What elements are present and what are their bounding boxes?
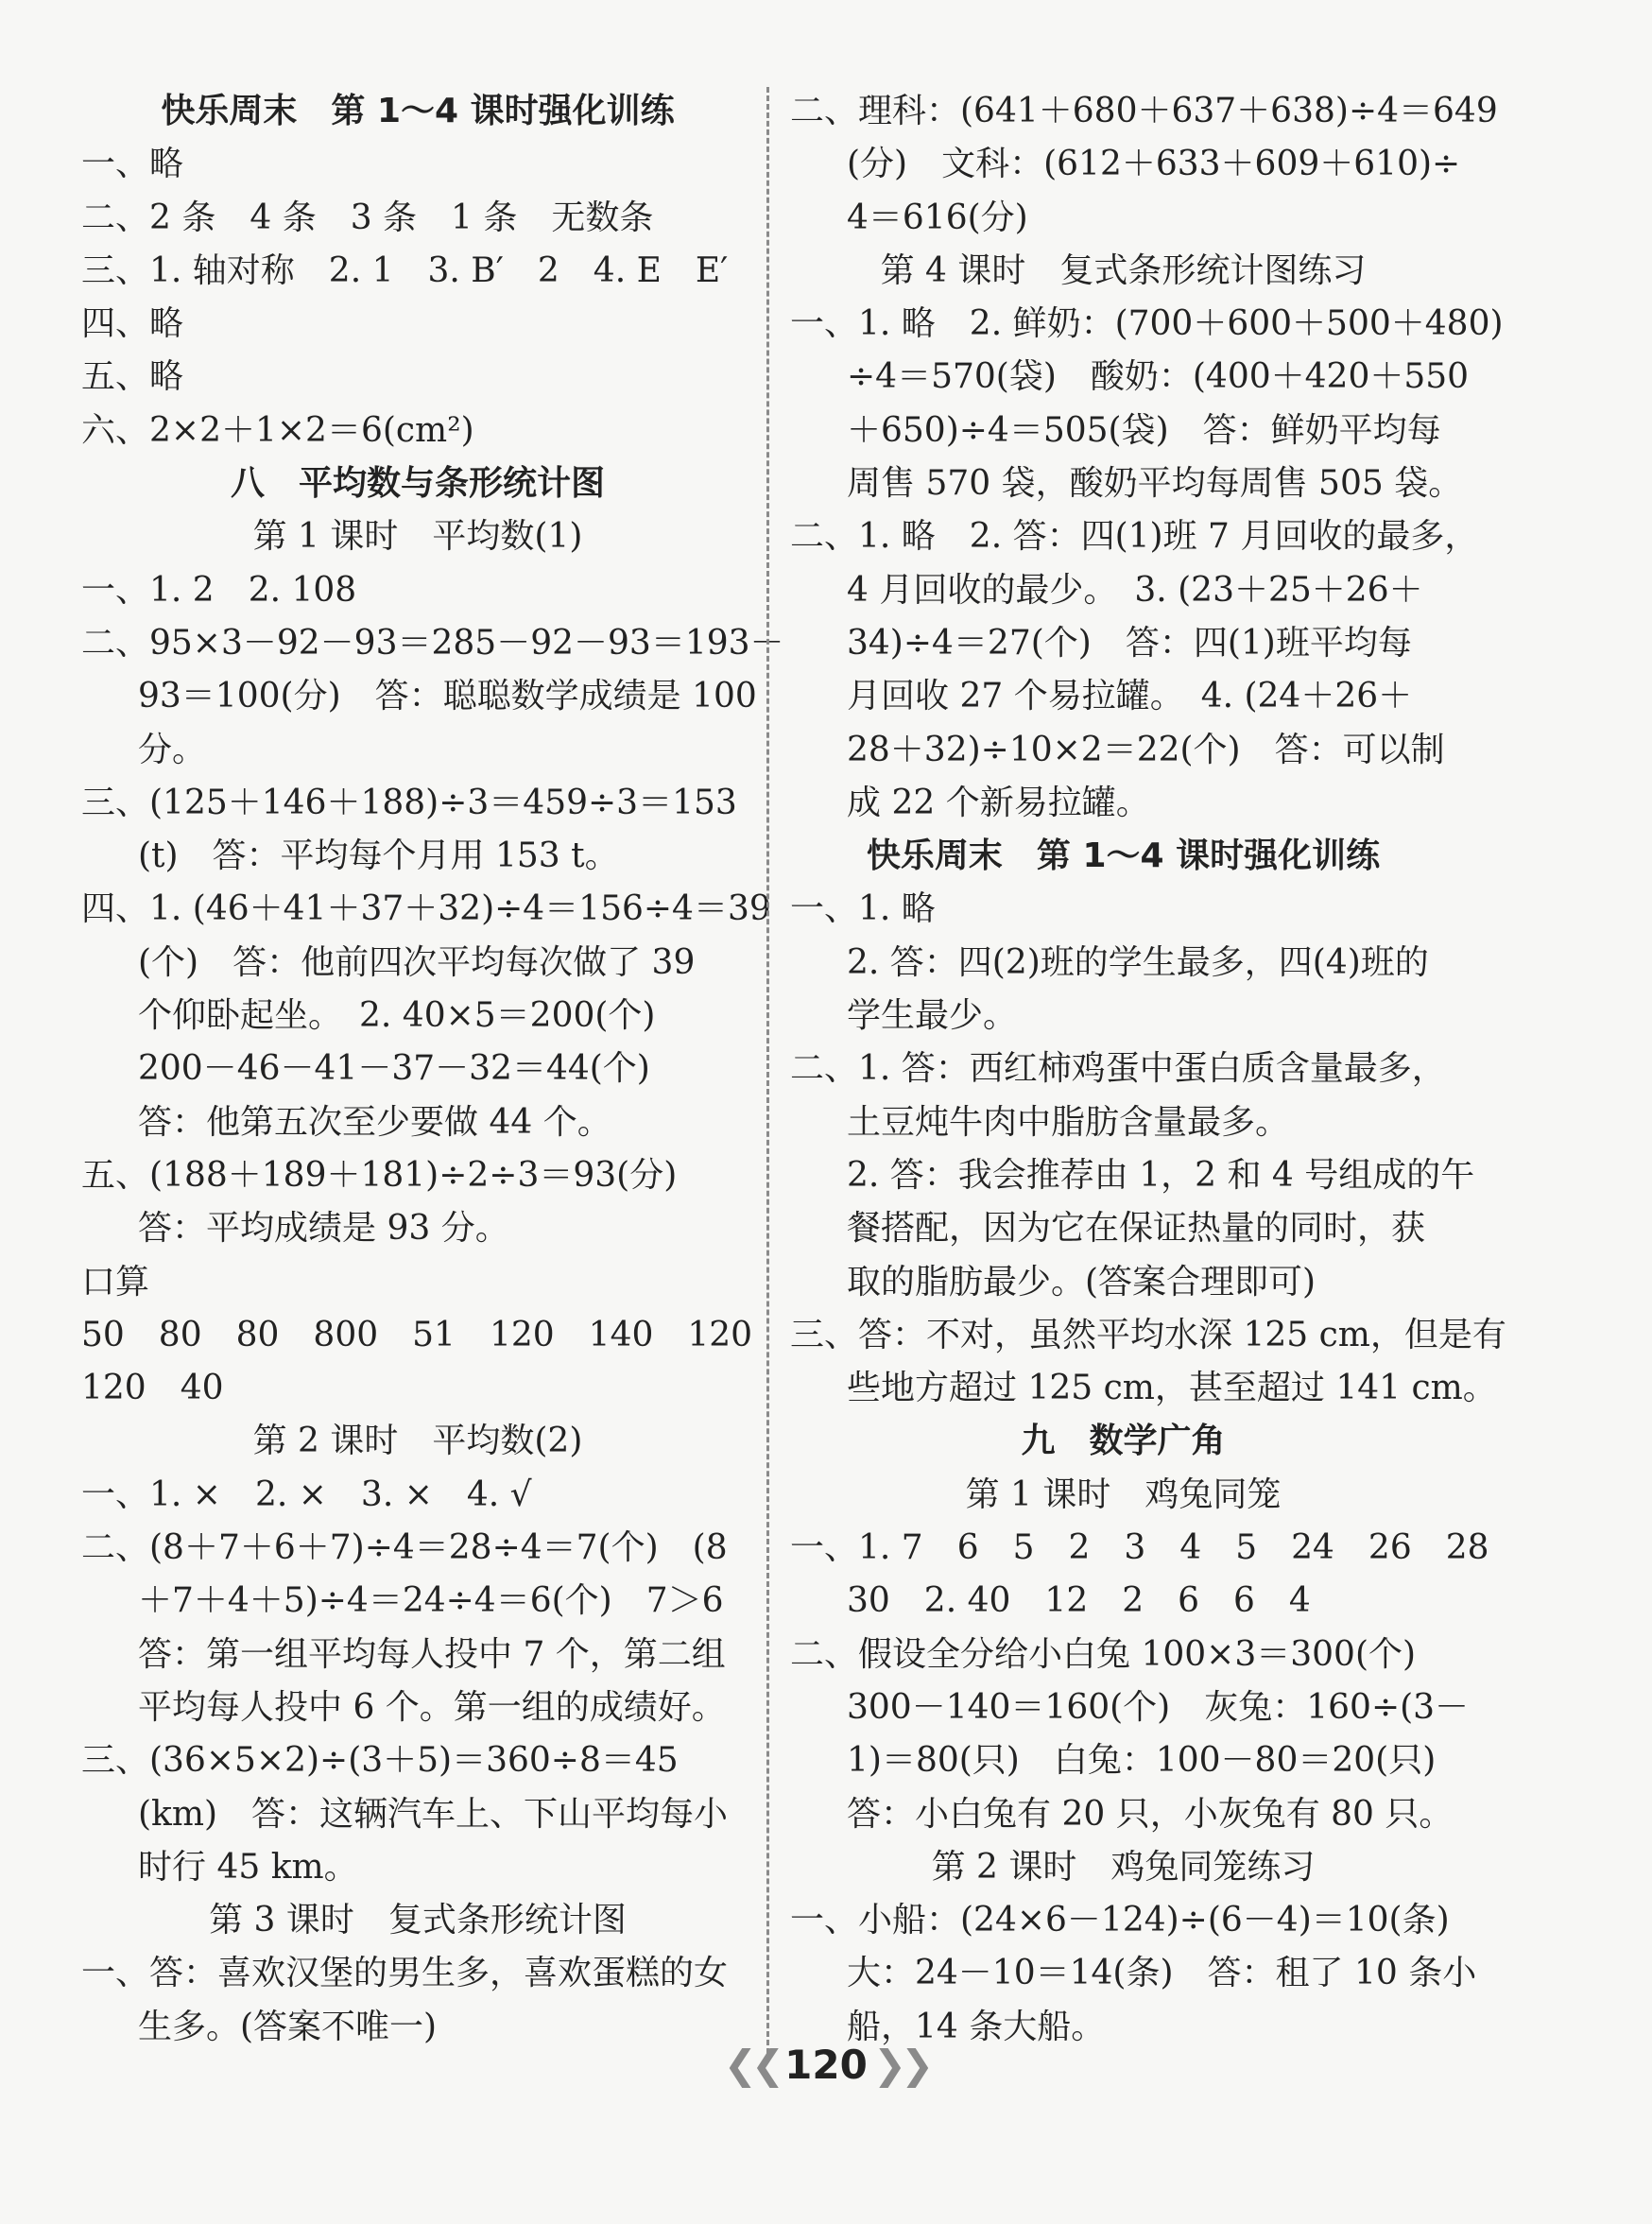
answer-line: 120 40 [81,1369,224,1408]
answer-line: 二、1. 答：西红柿鸡蛋中蛋白质含量最多， [790,1049,1446,1089]
section-heading: 第 4 课时 复式条形统计图练习 [880,250,1367,290]
answer-line: 分。 [138,730,207,769]
right-column [790,85,1506,2054]
answer-line: 船，14 条大船。 [847,2007,1106,2046]
answer-line: 4 月回收的最少。 3. (23＋25＋26＋ [847,570,1423,610]
answer-line: 1)＝80(只) 白兔：100－80＝20(只) [847,1741,1437,1781]
answer-line: 一、答：喜欢汉堡的男生多，喜欢蛋糕的女 [81,1954,729,1993]
answer-line: 一、1. × 2. × 3. × 4. √ [81,1474,532,1514]
answer-line: 答：小白兔有 20 只，小灰兔有 80 只。 [847,1794,1454,1834]
answer-line: 一、1. 2 2. 108 [81,570,357,610]
left-column [81,85,784,2054]
answer-line: 个仰卧起坐。 2. 40×5＝200(个) [138,996,656,1036]
answer-line: 三、(36×5×2)÷(3＋5)＝360÷8＝45 [81,1741,679,1781]
column-divider [766,87,769,2062]
answer-line: 二、95×3－92－93＝285－92－93＝193－ [81,623,784,663]
answer-line: 二、理科：(641＋680＋637＋638)÷4＝649 [790,92,1498,130]
answer-line: 三、1. 轴对称 2. 1 3. B′ 2 4. E E′ [81,250,729,290]
answer-line: 三、(125＋146＋188)÷3＝459÷3＝153 [81,783,737,822]
section-heading: 第 2 课时 鸡兔同笼练习 [931,1847,1316,1887]
answer-line: 答：他第五次至少要做 44 个。 [138,1102,611,1142]
answer-line: 四、1. (46＋41＋37＋32)÷4＝156÷4＝39 [81,889,771,929]
answer-line: 学生最少。 [847,996,1018,1036]
section-heading: 九 数学广角 [1021,1422,1226,1461]
section-heading: 快乐周末 第 1～4 课时强化训练 [866,836,1381,876]
answer-line: 300－140＝160(个) 灰兔：160÷(3－ [847,1687,1470,1727]
answer-line: 30 2. 40 12 2 6 6 4 [847,1581,1311,1621]
answer-line: 一、1. 7 6 5 2 3 4 5 24 26 28 [790,1528,1489,1568]
answer-line: 周售 570 袋，酸奶平均每周售 505 袋。 [847,464,1463,504]
answer-line: 2. 答：我会推荐由 1，2 和 4 号组成的午 [847,1155,1475,1195]
page-number-value: 120 [784,2042,868,2088]
answer-line: 口算 [81,1262,150,1302]
answer-line: 二、2 条 4 条 3 条 1 条 无数条 [81,198,654,237]
answer-line: ÷4＝570(袋) 酸奶：(400＋420＋550 [847,357,1470,397]
answer-line: 些地方超过 125 cm，甚至超过 141 cm。 [847,1369,1497,1408]
section-heading: 第 1 课时 平均数(1) [252,517,583,557]
answer-line: (个) 答：他前四次平均每次做了 39 [138,942,696,982]
page-number [0,2042,1652,2088]
answer-line: ＋650)÷4＝505(袋) 答：鲜奶平均每 [847,410,1441,450]
answer-line: 28＋32)÷10×2＝22(个) 答：可以制 [847,730,1445,769]
section-heading: 第 1 课时 鸡兔同笼 [965,1474,1282,1514]
answer-line: 取的脂肪最少。(答案合理即可) [847,1262,1316,1302]
answer-line: 93＝100(分) 答：聪聪数学成绩是 100 [138,677,757,716]
section-heading: 快乐周末 第 1～4 课时强化训练 [161,92,675,130]
answer-line: 一、1. 略 [790,889,936,929]
answer-line: 50 80 80 800 51 120 140 120 [81,1315,753,1354]
answer-line: 餐搭配，因为它在保证热量的同时，获 [847,1209,1426,1249]
answer-line: 答：第一组平均每人投中 7 个，第二组 [138,1634,726,1674]
answer-line: 答：平均成绩是 93 分。 [138,1209,509,1249]
answer-line: 二、(8＋7＋6＋7)÷4＝28÷4＝7(个) (8 [81,1528,728,1568]
answer-line: 34)÷4＝27(个) 答：四(1)班平均每 [847,623,1412,663]
answer-line: 二、1. 略 2. 答：四(1)班 7 月回收的最多， [790,517,1479,557]
answer-line: 平均每人投中 6 个。第一组的成绩好。 [138,1687,726,1727]
answer-line: 五、(188＋189＋181)÷2÷3＝93(分) [81,1155,678,1195]
answer-line: 二、假设全分给小白兔 100×3＝300(个) [790,1634,1417,1674]
answer-line: 200－46－41－37－32＝44(个) [138,1049,650,1089]
answer-line: 成 22 个新易拉罐。 [847,783,1150,822]
answer-line: ＋7＋4＋5)÷4＝24÷4＝6(个) 7＞6 [138,1581,724,1621]
answer-line: 土豆炖牛肉中脂肪含量最多。 [847,1102,1290,1142]
answer-line: 月回收 27 个易拉罐。 4. (24＋26＋ [847,677,1413,716]
answer-line: 三、答：不对，虽然平均水深 125 cm，但是有 [790,1315,1506,1354]
section-heading: 第 2 课时 平均数(2) [252,1422,583,1461]
answer-line: (分) 文科：(612＋633＋609＋610)÷ [847,145,1461,184]
section-heading: 第 3 课时 复式条形统计图 [209,1901,627,1940]
answer-line: 4＝616(分) [847,198,1028,237]
answer-line: 一、1. 略 2. 鲜奶：(700＋600＋500＋480) [790,304,1504,344]
answer-line: 一、略 [81,145,184,184]
answer-line: 时行 45 km。 [138,1847,358,1887]
answer-line: 大：24－10＝14(条) 答：租了 10 条小 [847,1954,1477,1993]
answer-line: 六、2×2＋1×2＝6(cm²) [81,410,474,450]
answer-line: 2. 答：四(2)班的学生最多，四(4)班的 [847,942,1429,982]
answer-line: (t) 答：平均每个月用 153 t。 [138,836,619,876]
answer-line: 五、略 [81,357,184,397]
right-chevron-icon: ❯❯ [872,2042,929,2088]
answer-line: (km) 答：这辆汽车上、下山平均每小 [138,1794,729,1834]
answer-line: 生多。(答案不唯一) [138,2007,438,2046]
section-heading: 八 平均数与条形统计图 [230,464,605,504]
answer-line: 一、小船：(24×6－124)÷(6－4)＝10(条) [790,1901,1450,1940]
left-chevron-icon: ❮❮ [723,2042,780,2088]
answer-line: 四、略 [81,304,184,344]
